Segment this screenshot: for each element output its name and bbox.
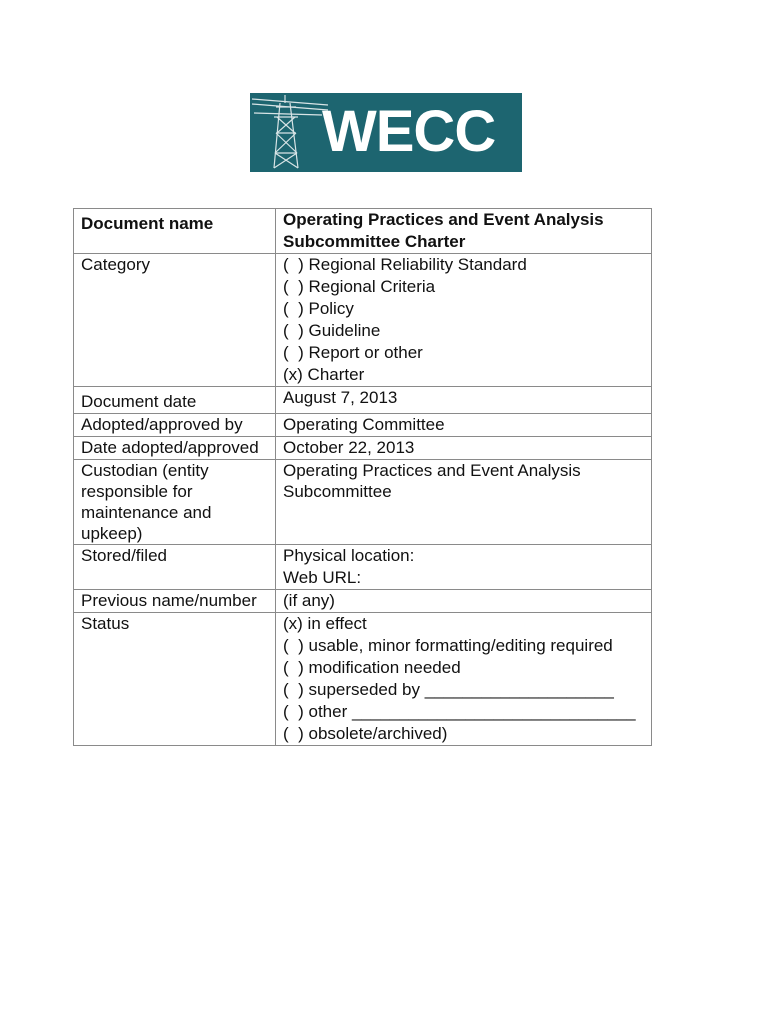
stored-value bbox=[276, 545, 652, 590]
category-options bbox=[276, 254, 652, 387]
table-row bbox=[74, 437, 652, 460]
table-row bbox=[74, 414, 652, 437]
status-option: (x) in effect bbox=[283, 614, 367, 633]
table-row bbox=[74, 545, 652, 590]
date-adopted-value: October 22, 2013 bbox=[276, 437, 652, 460]
custodian-label-line: maintenance and bbox=[81, 503, 212, 522]
custodian-value-line: Operating Practices and Event Analysis bbox=[283, 461, 581, 480]
previous-name-value: (if any) bbox=[276, 590, 652, 613]
document-date-label: Document date bbox=[74, 387, 276, 414]
table-row bbox=[74, 387, 652, 414]
category-option: (x) Charter bbox=[283, 365, 365, 384]
date-adopted-label: Date adopted/approved bbox=[74, 437, 276, 460]
custodian-value bbox=[276, 460, 652, 545]
status-options bbox=[276, 613, 652, 746]
table-row bbox=[74, 613, 652, 746]
document-name-label: Document name bbox=[74, 209, 276, 254]
table-row bbox=[74, 254, 652, 387]
table-row bbox=[74, 209, 652, 254]
custodian-label-line: upkeep) bbox=[81, 524, 143, 543]
table-row bbox=[74, 460, 652, 545]
custodian-value-line: Subcommittee bbox=[283, 482, 392, 501]
custodian-label-line: responsible for bbox=[81, 482, 193, 501]
document-info-table bbox=[73, 208, 652, 746]
category-option: ( ) Regional Criteria bbox=[283, 277, 436, 296]
stored-label: Stored/filed bbox=[74, 545, 276, 590]
wecc-logo bbox=[250, 93, 522, 172]
document-name-line: Operating Practices and Event Analysis bbox=[283, 210, 604, 229]
previous-name-label: Previous name/number bbox=[74, 590, 276, 613]
custodian-label-line: Custodian (entity bbox=[81, 461, 209, 480]
stored-value-line: Physical location: bbox=[283, 546, 415, 565]
adopted-by-label: Adopted/approved by bbox=[74, 414, 276, 437]
table-row bbox=[74, 590, 652, 613]
category-option: ( ) Regional Reliability Standard bbox=[283, 255, 527, 274]
category-option: ( ) Policy bbox=[283, 299, 354, 318]
status-option: ( ) modification needed bbox=[283, 658, 461, 677]
stored-value-line: Web URL: bbox=[283, 568, 362, 587]
document-date-value: August 7, 2013 bbox=[276, 387, 652, 414]
status-option: ( ) other ______________________________ bbox=[283, 702, 636, 721]
category-option: ( ) Report or other bbox=[283, 343, 423, 362]
status-option: ( ) usable, minor formatting/editing required bbox=[283, 636, 613, 655]
status-option: ( ) obsolete/archived) bbox=[283, 724, 448, 743]
adopted-by-value: Operating Committee bbox=[276, 414, 652, 437]
status-option: ( ) superseded by ____________________ bbox=[283, 680, 614, 699]
category-option: ( ) Guideline bbox=[283, 321, 381, 340]
category-label: Category bbox=[74, 254, 276, 387]
status-label: Status bbox=[74, 613, 276, 746]
transmission-tower-icon bbox=[250, 93, 330, 172]
document-name-value bbox=[276, 209, 652, 254]
custodian-label bbox=[74, 460, 276, 545]
logo-text: WECC bbox=[322, 99, 496, 164]
document-name-line: Subcommittee Charter bbox=[283, 232, 466, 251]
